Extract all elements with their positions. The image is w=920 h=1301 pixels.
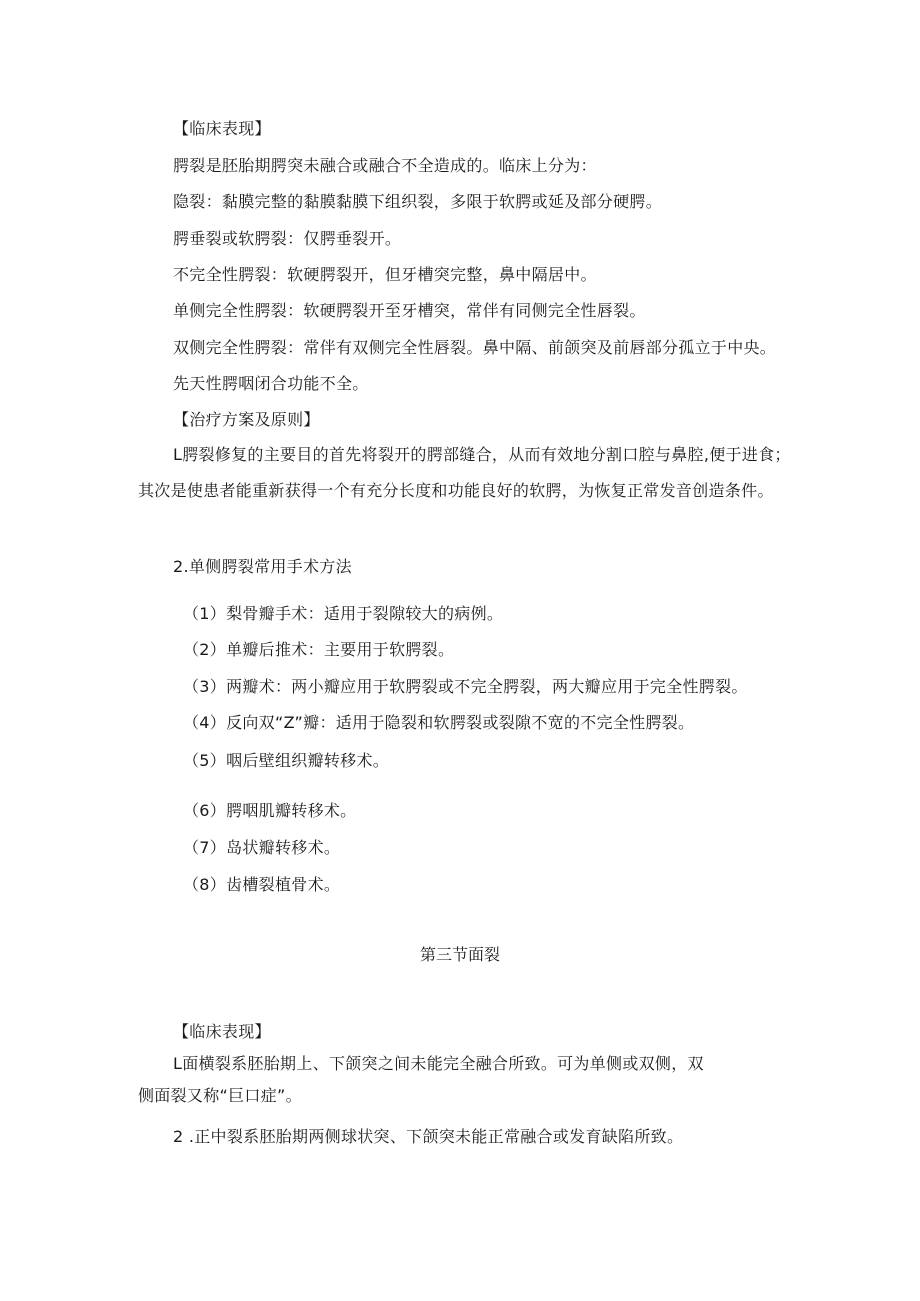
- treatment-heading: 【治疗方案及原则】: [173, 410, 320, 429]
- method-item: （2）单瓣后推术：主要用于软腭裂。: [183, 640, 455, 659]
- method-item: （8）齿槽裂植骨术。: [183, 875, 341, 894]
- type-item: 单侧完全性腭裂：软硬腭裂开至牙槽突，常伴有同侧完全性唇裂。: [173, 301, 646, 320]
- method-item: （7）岛状瓣转移术。: [183, 838, 341, 857]
- treatment-paragraph: L腭裂修复的主要目的首先将裂开的腭部缝合，从而有效地分割口腔与鼻腔,便于进食；其次是使患者能重新获得一个有充分长度和功能良好的软腭，为恢复正常发音创造条件。: [138, 445, 791, 500]
- intro-line: 腭裂是胚胎期腭突未融合或融合不全造成的。临床上分为：: [173, 156, 597, 175]
- type-item: 双侧完全性腭裂：常伴有双侧完全性唇裂。鼻中隔、前颌突及前唇部分孤立于中央。: [173, 338, 777, 357]
- type-item: 隐裂：黏膜完整的黏膜黏膜下组织裂，多限于软腭或延及部分硬腭。: [173, 192, 663, 211]
- section-title: 第三节面裂: [419, 945, 500, 964]
- method-item: （6）腭咽肌瓣转移术。: [183, 801, 357, 820]
- face-item-line: 2 .正中裂系胚胎期两侧球状突、下颌突未能正常融合或发育缺陷所致。: [173, 1127, 684, 1146]
- method-item: （1）梨骨瓣手术：适用于裂隙较大的病例。: [183, 604, 504, 623]
- method-item: （5）咽后壁组织瓣转移术。: [183, 751, 390, 770]
- face-item-line: 侧面裂又称“巨口症”。: [138, 1086, 302, 1105]
- method-item: （4）反向双“Z”瓣：适用于隐裂和软腭裂或裂隙不宽的不完全性腭裂。: [183, 713, 695, 732]
- face-item-line: L面横裂系胚胎期上、下颌突之间未能完全融合所致。可为单侧或双侧，双: [173, 1054, 704, 1073]
- methods-heading: 2.单侧腭裂常用手术方法: [173, 557, 352, 576]
- type-item: 不完全性腭裂：软硬腭裂开，但牙槽突完整，鼻中隔居中。: [173, 265, 597, 284]
- clinical-heading: 【临床表现】: [173, 119, 271, 138]
- type-item: 先天性腭咽闭合功能不全。: [173, 374, 369, 393]
- method-item: （3）两瓣术：两小瓣应用于软腭裂或不完全腭裂，两大瓣应用于完全性腭裂。: [183, 677, 748, 696]
- face-clinical-heading: 【临床表现】: [173, 1022, 271, 1041]
- type-item: 腭垂裂或软腭裂：仅腭垂裂开。: [173, 229, 402, 248]
